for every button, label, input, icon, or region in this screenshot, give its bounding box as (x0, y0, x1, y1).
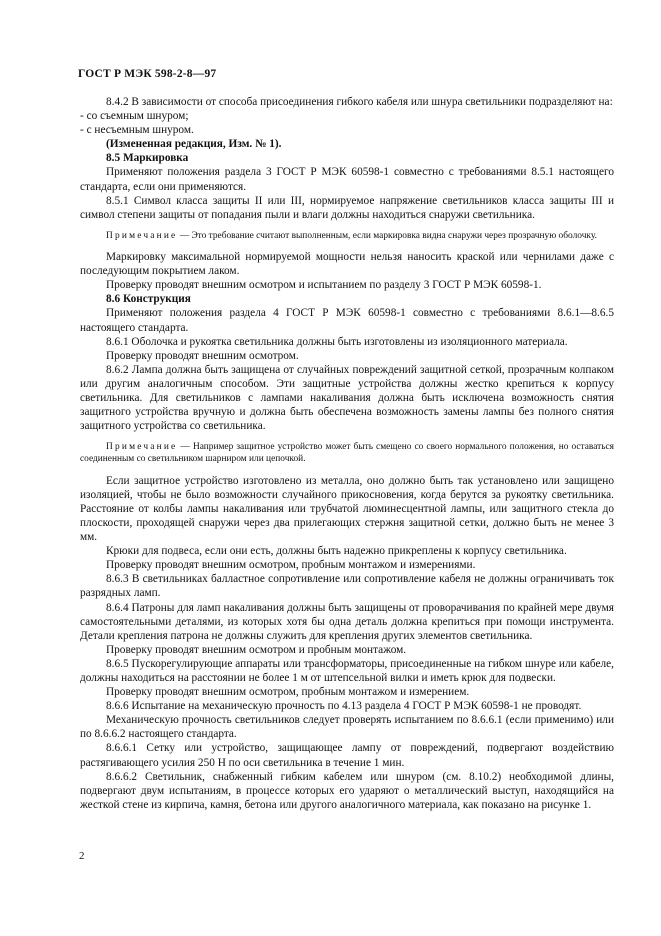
paragraph-check-8-6-1: Проверку проводят внешним осмотром. (106, 349, 299, 362)
note-1 (80, 230, 614, 242)
paragraph-hooks: Крюки для подвеса, если они есть, должны быть надежно прикреплены к корпусу светильника. (106, 545, 567, 558)
note-1-label: Примечание (106, 230, 178, 241)
paragraph-8-6-6: 8.6.6 Испытание на механическую прочность по 4.13 раздела 4 ГОСТ Р МЭК 60598-1 не проводят. (106, 700, 582, 713)
note-2-label: Примечание (106, 442, 178, 453)
note-2-text: — Например защитное устройство может быть смещено со своего нормального положения, но оставаться соединенным со светильником шарниром или цепочкой. (80, 442, 614, 465)
paragraph-8-6-6-1: 8.6.6.1 Сетку или устройство, защищающее лампу от повреждений, подвергают воздействию растягивающего усилия 250 Н по оси светильника в течение 1 мин. (80, 742, 614, 769)
paragraph-8-6-4: 8.6.4 Патроны для ламп накаливания должны быть защищены от проворачивания по крайней мере двумя самостоятельными деталями, из которых хотя бы одна деталь должна крепиться при помощи инструмента. Детали крепления патрона не должны служить для крепления других элементов светильника. (80, 601, 614, 642)
paragraph-mech-strength: Механическую прочность светильников следует проверять испытанием по 8.6.6.1 (если применимо) или по 8.6.6.2 настоящего стандарта. (80, 714, 614, 741)
paragraph-8-5-intro: Применяют положения раздела 3 ГОСТ Р МЭК 60598-1 совместно с требованиями 8.5.1 настоящего стандарта, если они применяются. (80, 166, 614, 193)
list-item-removable-cord: - со съемным шнуром; (80, 110, 189, 123)
paragraph-8-6-5: 8.6.5 Пускорегулирующие аппараты или трансформаторы, присоединенные на гибком шнуре или кабеле, должны находиться на расстоянии не более 1 м от штепсельной вилки и иметь крюк для подвески. (80, 657, 614, 684)
paragraph-check-hooks: Проверку проводят внешним осмотром, пробным монтажом и измерениями. (106, 559, 476, 572)
paragraph-8-5-1: 8.5.1 Символ класса защиты II или III, нормируемое напряжение светильников класса защиты III и символ степени защиты от попадания пыли и влаги должны находиться снаружи светильника. (80, 194, 614, 221)
section-heading-8-5: 8.5 Маркировка (106, 152, 189, 165)
page-number: 2 (79, 850, 85, 862)
list-item-fixed-cord: - с несъемным шнуром. (80, 124, 194, 137)
paragraph-8-6-intro: Применяют положения раздела 4 ГОСТ Р МЭК 60598-1 совместно с требованиями 8.6.1—8.6.5 настоящего стандарта. (80, 307, 614, 334)
note-1-text: — Это требование считают выполненным, если маркировка видна снаружи через прозрачную оболочку. (177, 230, 597, 241)
paragraph-metal-guard: Если защитное устройство изготовлено из металла, оно должно быть так установлено или защищено изоляцией, чтобы не было возможности случайного прикосновения, когда берутся за рукоятку светильника. Расстояние от колбы лампы накаливания или трубчатой люминесцентной лампы, или защитного стекла до плоскости, проходящей снаружи через два прилегающих стержня защитной сетки, должно быть не менее 3 мм. (80, 474, 614, 544)
section-heading-8-6: 8.6 Конструкция (106, 293, 191, 306)
paragraph-8-6-2: 8.6.2 Лампа должна быть защищена от случайных повреждений защитной сеткой, прозрачным колпаком или другим аналогичным способом. Эти защитные устройства должны жестко крепиться к корпусу светильника. Для светильников с лампами накаливания должна быть исключена возможность снятия защитного устройства вручную и должна быть обеспечена возможность замены лампы без полного снятия защитного устройства со светильника. (80, 363, 614, 433)
paragraph-marking-paint: Маркировку максимальной нормируемой мощности нельзя наносить краской или чернилами даже с последующим покрытием лаком. (80, 251, 614, 278)
paragraph-check-8-6-5: Проверку проводят внешним осмотром, пробным монтажом и измерением. (106, 686, 470, 699)
document-header: ГОСТ Р МЭК 598-2-8—97 (78, 68, 217, 80)
paragraph-8-6-1: 8.6.1 Оболочка и рукоятка светильника должны быть изготовлены из изоляционного материала. (106, 335, 568, 348)
paragraph-8-6-6-2: 8.6.6.2 Светильник, снабженный гибким кабелем или шнуром (см. 8.10.2) необходимой длины, подвергают двум испытаниям, в процессе которых его ударяют о металлический выступ, находящийся на жесткой стене из кирпича, камня, бетона или другого аналогичного материала, как показано на рисунке 1. (80, 770, 614, 811)
amendment-note: (Измененная редакция, Изм. № 1). (106, 138, 282, 151)
paragraph-check-8-6-4: Проверку проводят внешним осмотром и пробным монтажом. (106, 643, 407, 656)
document-body (80, 95, 614, 812)
note-2 (80, 441, 614, 465)
paragraph-8-4-2: 8.4.2 В зависимости от способа присоединения гибкого кабеля или шнура светильники подразделяют на: (106, 96, 613, 108)
paragraph-8-6-3: 8.6.3 В светильниках балластное сопротивление или сопротивление кабеля не должны ограничивать ток разрядных ламп. (80, 573, 614, 600)
paragraph-check-8-5: Проверку проводят внешним осмотром и испытанием по разделу 3 ГОСТ Р МЭК 60598-1. (106, 279, 542, 292)
